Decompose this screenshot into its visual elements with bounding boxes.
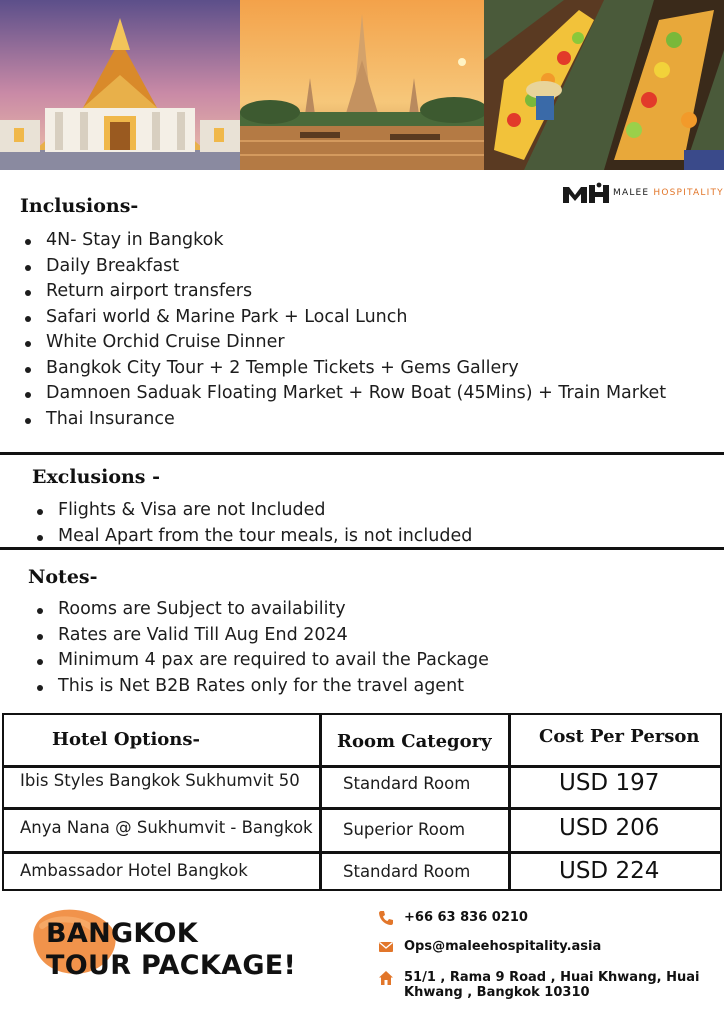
notes-list [33, 597, 489, 699]
cost-cell: USD 224 [559, 858, 660, 884]
room-category-cell: Superior Room [343, 820, 466, 839]
hotel-options-table [2, 713, 722, 891]
header-room-category: Room Category [337, 731, 492, 752]
wat-arun-photo [240, 0, 484, 170]
floating-market-photo [484, 0, 724, 170]
list-item: Rooms are Subject to availability [33, 597, 489, 623]
table-column-divider [508, 715, 511, 889]
logo-wordmark [613, 188, 724, 198]
list-item: Return airport transfers [21, 279, 666, 305]
contact-email [378, 939, 601, 955]
contact-address [378, 970, 699, 1000]
room-category-cell: Standard Room [343, 862, 471, 881]
list-item: Rates are Valid Till Aug End 2024 [33, 623, 489, 649]
list-item: Safari world & Marine Park + Local Lunch [21, 305, 666, 331]
exclusions-list [33, 498, 472, 549]
cost-cell: USD 206 [559, 815, 660, 841]
exclusions-heading: Exclusions - [32, 466, 161, 488]
address-line-2: Khwang , Bangkok 10310 [404, 985, 590, 1000]
list-item: Meal Apart from the tour meals, is not included [33, 524, 472, 550]
logo-name-hospitality: HOSPITALITY [653, 188, 724, 198]
table-row-divider [4, 807, 720, 810]
hotel-name-cell: Ibis Styles Bangkok Sukhumvit 50 [20, 771, 300, 790]
header-cost-per-person: Cost Per Person [539, 726, 700, 747]
room-category-cell: Standard Room [343, 774, 471, 793]
divider [0, 547, 724, 550]
phone-icon [378, 910, 394, 926]
notes-heading: Notes- [28, 566, 98, 588]
list-item: This is Net B2B Rates only for the travel agent [33, 674, 489, 700]
email-icon [378, 939, 394, 955]
list-item: White Orchid Cruise Dinner [21, 330, 666, 356]
phone-number: +66 63 836 0210 [404, 910, 528, 925]
home-icon [378, 970, 394, 986]
package-title-line-2: TOUR PACKAGE! [46, 950, 297, 981]
list-item: Damnoen Saduak Floating Market + Row Boat (45Mins) + Train Market [21, 381, 666, 407]
contact-phone [378, 910, 528, 926]
table-column-divider [319, 715, 322, 889]
temple-photo [0, 0, 240, 170]
address-line-1: 51/1 , Rama 9 Road , Huai Khwang, Huai [404, 970, 700, 985]
package-title-line-1: BANGKOK [46, 918, 198, 949]
cost-cell: USD 197 [559, 770, 660, 796]
header-hotel-options: Hotel Options- [52, 729, 200, 750]
address [404, 970, 699, 1000]
inclusions-list [21, 228, 666, 432]
malee-hospitality-logo [563, 181, 724, 205]
list-item: Thai Insurance [21, 407, 666, 433]
email-address: Ops@maleehospitality.asia [404, 939, 602, 954]
list-item: 4N- Stay in Bangkok [21, 228, 666, 254]
divider [0, 452, 724, 455]
inclusions-heading: Inclusions- [20, 195, 139, 217]
hotel-name-cell: Anya Nana @ Sukhumvit - Bangkok [20, 818, 313, 837]
list-item: Bangkok City Tour + 2 Temple Tickets + Gems Gallery [21, 356, 666, 382]
mh-logo-icon [563, 181, 611, 205]
logo-name-malee: MALEE [613, 188, 650, 198]
header-photo-strip [0, 0, 724, 170]
table-row-divider [4, 765, 720, 768]
hotel-name-cell: Ambassador Hotel Bangkok [20, 861, 248, 880]
table-row-divider [4, 851, 720, 854]
list-item: Flights & Visa are not Included [33, 498, 472, 524]
list-item: Minimum 4 pax are required to avail the Package [33, 648, 489, 674]
list-item: Daily Breakfast [21, 254, 666, 280]
